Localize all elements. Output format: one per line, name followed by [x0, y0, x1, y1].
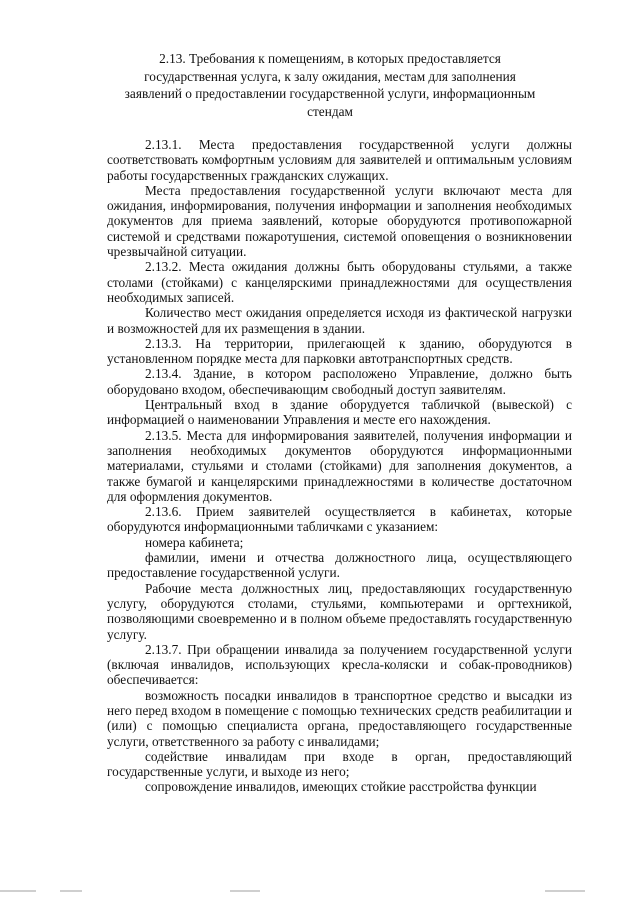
heading-line: государственная услуга, к залу ожидания, местам для заполнения	[144, 68, 516, 84]
document-body	[107, 137, 572, 795]
paragraph-places: Места предоставления государственной услуги включают места для ожидания, информирования, получения информации и заполнения необходимых документов для приема заявлений, которые оборудуются противопожарной системой и средствами пожаротушения, системой оповещения о возникновении чрезвычайной ситуации.	[107, 182, 572, 260]
paragraph-2-13-2: 2.13.2. Места ожидания должны быть оборудованы стульями, а также столами (стойками) с канцелярскими принадлежностями для осуществления необходимых записей.	[107, 259, 572, 305]
paragraph-central-entrance: Центральный вход в здание оборудуется табличкой (вывеской) с информацией о наименовании Управления и месте его нахождения.	[107, 397, 572, 428]
list-item-cabinet-number: номера кабинета;	[145, 534, 244, 550]
heading-line: заявлений о предоставлении государственной услуги, информационным	[124, 86, 536, 101]
list-item-official-name: фамилии, имени и отчества должностного лица, осуществляющего предоставление государственной услуги.	[107, 550, 572, 581]
heading-line: 2.13. Требования к помещениям, в которых предоставляется	[159, 51, 501, 66]
paragraph-2-13-7: 2.13.7. При обращении инвалида за получением государственной услуги (включая инвалидов, использующих кресла-коляски и собак-проводников) обеспечивается:	[107, 641, 572, 688]
paragraph-2-13-1: 2.13.1. Места предоставления государственной услуги должны соответствовать комфортным условиям для заявителей и оптимальным условиям работы государственных гражданских служащих.	[107, 137, 572, 183]
paragraph-workplaces: Рабочие места должностных лиц, предоставляющих государственную услугу, оборудуются столами, стульями, компьютерами и оргтехникой, позволяющими своевременно и в полном объеме предоставлять государственную услугу.	[107, 580, 572, 642]
paragraph-2-13-5: 2.13.5. Места для информирования заявителей, получения информации и заполнения необходимых документов оборудуются информационными материалами, стульями и столами (стойками) для заполнения документов, а также бумагой и канцелярскими принадлежностями в количестве достаточном для оформления документов.	[107, 427, 572, 504]
scan-artifact	[230, 890, 260, 892]
paragraph-2-13-4: 2.13.4. Здание, в котором расположено Управление, должно быть оборудовано входом, обеспечивающим свободный доступ заявителям.	[107, 366, 572, 397]
section-heading	[100, 50, 560, 120]
list-item-entry-assistance: содействие инвалидам при входе в орган, предоставляющий государственные услуги, и выходе из него;	[107, 748, 572, 780]
paragraph-2-13-6: 2.13.6. Прием заявителей осуществляется в кабинетах, которые оборудуются информационными табличками с указанием:	[107, 504, 572, 535]
heading-line: стендам	[307, 103, 353, 119]
list-item-escort: сопровождение инвалидов, имеющих стойкие расстройства функции	[145, 779, 537, 795]
scan-artifact	[0, 890, 36, 892]
paragraph-waiting-count: Количество мест ожидания определяется исходя из фактической нагрузки и возможностей для их размещения в здании.	[107, 305, 572, 336]
scan-artifact	[60, 890, 82, 892]
scan-artifact	[545, 890, 585, 892]
paragraph-2-13-3: 2.13.3. На территории, прилегающей к зданию, оборудуются в установленном порядке места для парковки автотранспортных средств.	[107, 335, 572, 367]
list-item-transport: возможность посадки инвалидов в транспортное средство и высадки из него перед входом в помещение с помощью технических средств реабилитации и (или) с помощью специалиста органа, предоставляющего государственные услуги, ответственного за работу с инвалидами;	[107, 687, 572, 749]
